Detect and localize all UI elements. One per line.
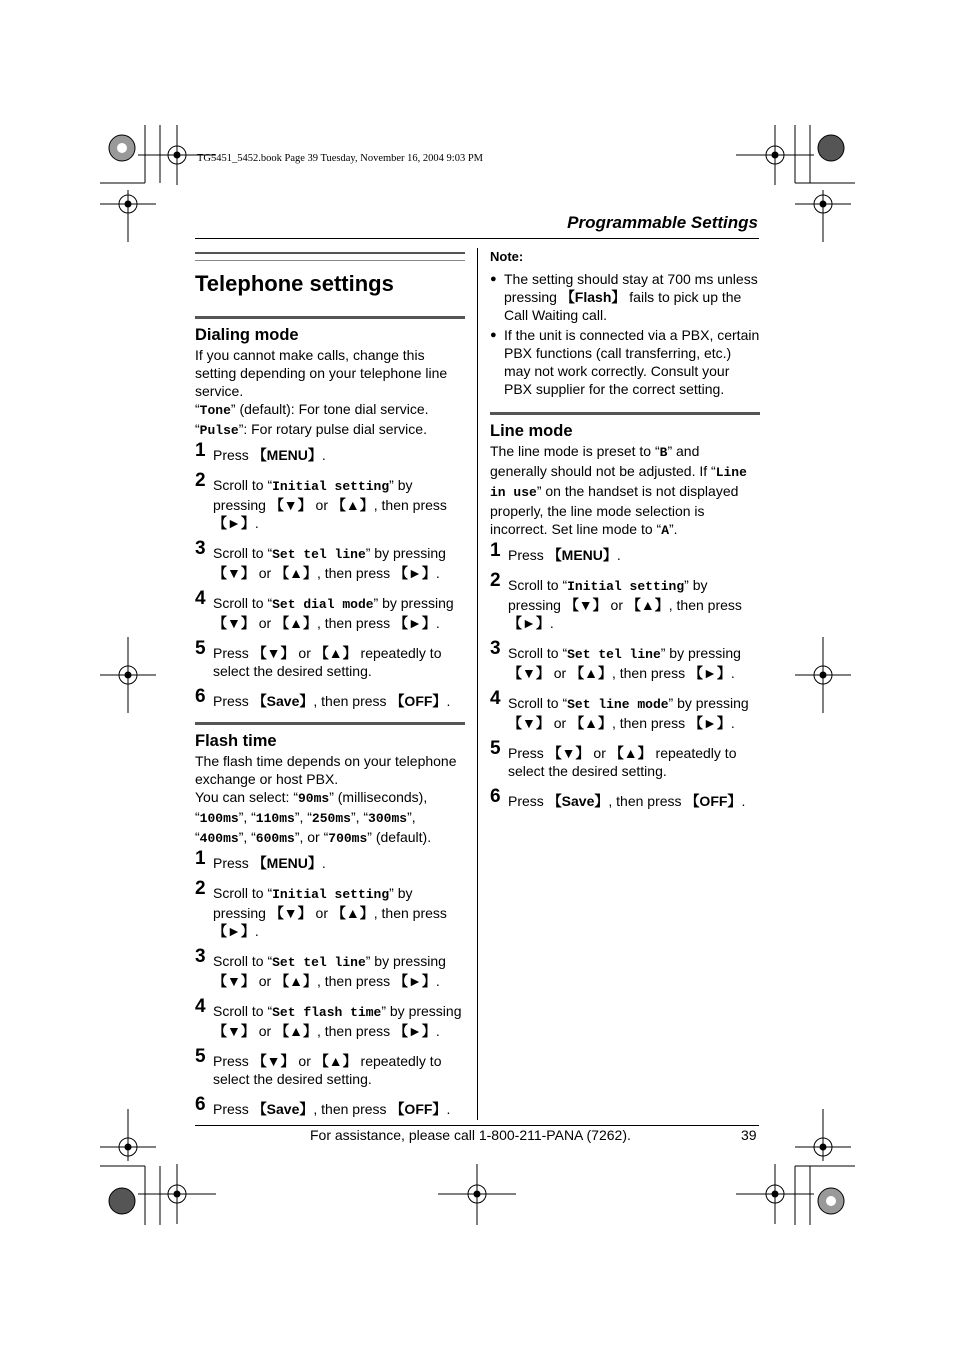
note-list — [490, 270, 760, 398]
assistance-text: For assistance, please call 1-800-211-PANA (7262). — [310, 1127, 631, 1143]
note-title: Note: — [490, 249, 524, 264]
flash-time-heading: Flash time — [195, 732, 277, 750]
step-item: 6 Press 【Save】, then press 【OFF】. — [490, 786, 746, 809]
step-item: 1 Press 【MENU】. — [490, 540, 621, 563]
step-item: 3 Scroll to “Set tel line” by pressing 【▼】 or 【▲】, then press 【►】. — [195, 946, 446, 989]
step-item: 4 Scroll to “Set line mode” by pressing 【▼】 or 【▲】, then press 【►】. — [490, 688, 749, 731]
footer-rule — [195, 1125, 759, 1126]
step-item: 3 Scroll to “Set tel line” by pressing 【▼】 or 【▲】, then press 【►】. — [195, 538, 446, 581]
flash-time-options: You can select: “90ms” (milliseconds), “100ms”, “110ms”, “250ms”, “300ms”, “400ms”, “600ms”, or “700ms” (default). — [195, 789, 432, 846]
left-column — [195, 252, 465, 1130]
section-rule — [490, 412, 760, 415]
step-item: 6 Press 【Save】, then press 【OFF】. — [195, 686, 451, 709]
step-item: 1 Press 【MENU】. — [195, 848, 326, 871]
dialing-mode-heading: Dialing mode — [195, 326, 299, 344]
note-item: ● If the unit is connected via a PBX, certain PBX functions (call transferring, etc.) may not work correctly. Consult your PBX supplier for the correct setting. — [490, 326, 760, 398]
step-item: 6 Press 【Save】, then press 【OFF】. — [195, 1094, 451, 1117]
step-item: 2 Scroll to “Initial setting” by pressing 【▼】 or 【▲】, then press 【►】. — [195, 878, 447, 939]
section-rule — [195, 722, 465, 725]
step-item: 5 Press 【▼】 or 【▲】 repeatedly to select the desired setting. — [195, 1046, 442, 1087]
flash-time-steps — [195, 848, 465, 1118]
step-item: 4 Scroll to “Set dial mode” by pressing 【▼】 or 【▲】, then press 【►】. — [195, 588, 454, 631]
page-number: 39 — [741, 1127, 757, 1143]
step-item: 5 Press 【▼】 or 【▲】 repeatedly to select the desired setting. — [490, 738, 737, 779]
step-item: 1 Press 【MENU】. — [195, 440, 326, 463]
line-mode-steps — [490, 540, 760, 810]
section-rule — [195, 316, 465, 319]
note-item: ● The setting should stay at 700 ms unless pressing 【Flash】 fails to pick up the Call Waiting call. — [490, 270, 760, 324]
flash-time-intro: The flash time depends on your telephone exchange or host PBX. — [195, 753, 457, 787]
page-title: Telephone settings — [195, 271, 394, 296]
dialing-mode-intro: If you cannot make calls, change this setting depending on your telephone line service. — [195, 347, 448, 399]
step-item: 3 Scroll to “Set tel line” by pressing 【▼】 or 【▲】, then press 【►】. — [490, 638, 741, 681]
line-mode-heading: Line mode — [490, 422, 573, 440]
step-item: 2 Scroll to “Initial setting” by pressing 【▼】 or 【▲】, then press 【►】. — [490, 570, 742, 631]
file-info: TG5451_5452.book Page 39 Tuesday, November 16, 2004 9:03 PM — [197, 153, 484, 164]
tone-option: “Tone” (default): For tone dial service. — [195, 401, 429, 418]
section-label: Programmable Settings — [567, 213, 758, 232]
title-rule — [195, 252, 465, 261]
step-item: 2 Scroll to “Initial setting” by pressing 【▼】 or 【▲】, then press 【►】. — [195, 470, 447, 531]
dialing-mode-steps — [195, 440, 465, 710]
column-divider — [477, 248, 478, 1120]
line-mode-intro: The line mode is preset to “B” and generally should not be adjusted. If “Line in use” on the handset is not displayed properly, the line mode selection is incorrect. Set line mode to “A”. — [490, 443, 747, 538]
step-item: 4 Scroll to “Set flash time” by pressing 【▼】 or 【▲】, then press 【►】. — [195, 996, 462, 1039]
pulse-option: “Pulse”: For rotary pulse dial service. — [195, 421, 427, 438]
right-column — [490, 248, 760, 822]
header-rule — [195, 238, 759, 239]
step-item: 5 Press 【▼】 or 【▲】 repeatedly to select the desired setting. — [195, 638, 442, 679]
